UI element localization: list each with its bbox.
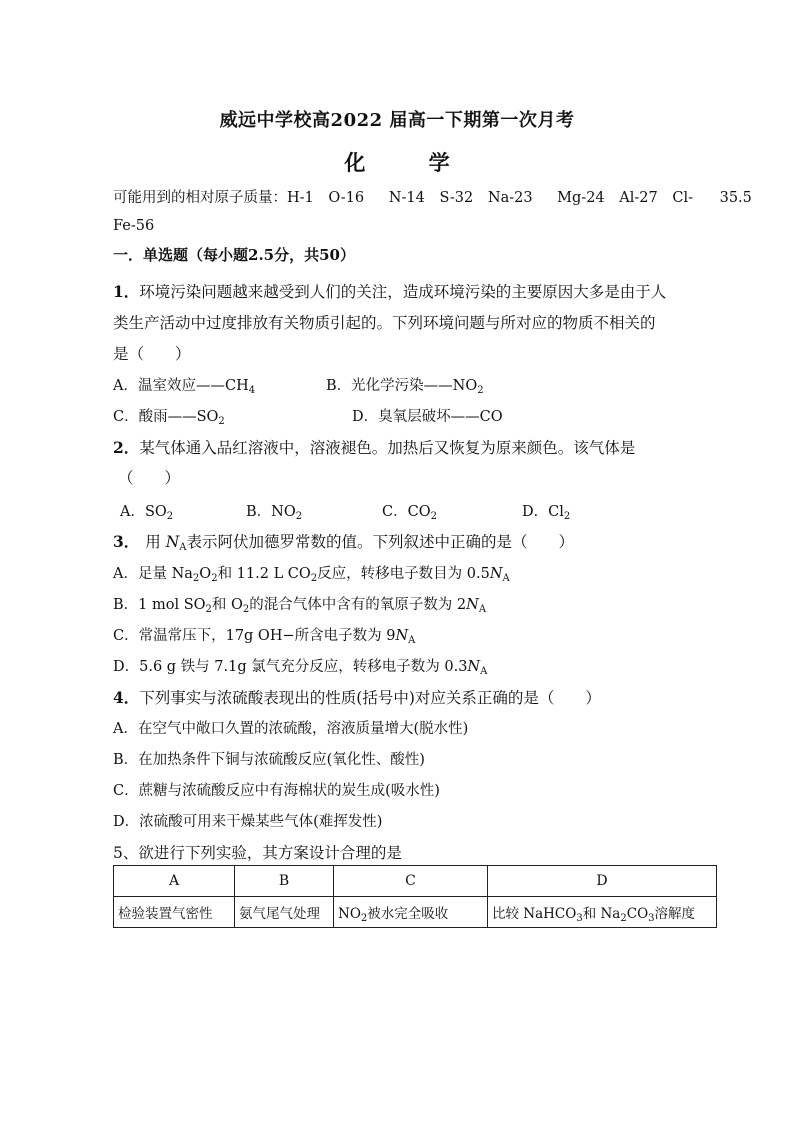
q5-stem: 5、欲进行下列实验，其方案设计合理的是 [113,844,402,862]
q4-option-b: B．在加热条件下铜与浓硫酸反应(氧化性、酸性) [113,752,425,768]
q3-option-c: C．常温常压下，17g OH−所含电子数为 $9N_A$ [113,628,416,646]
q5-header-b: B [235,866,334,897]
q3-option-a: A．足量 $Na_2O_2$和 11.2 L $CO_2$反应，转移电子数目为 $0.5N_A$ [113,566,510,584]
q5-table-row [114,897,717,928]
q3-stem: 3． 用 $N_A$表示阿伏加德罗常数的值。下列叙述中正确的是（ ） [113,532,575,553]
q3-option-d: D．5.6 g 铁与 7.1g 氯气充分反应，转移电子数为 $0.3N_A$ [113,659,488,677]
q2-option-c: C．$CO_2$ [382,504,437,522]
q1-line-1: 1．环境污染问题越来越受到人们的关注，造成环境污染的主要原因大多是由于人 [113,282,667,301]
q5-cell-c: $NO_2$被水完全吸收 [334,897,488,928]
q2-option-a: A．$SO_2$ [120,504,174,522]
q1-line-3: 是（ ） [113,345,191,363]
section-heading: 一．单选题（每小题2.5分，共50） [113,246,355,264]
q4-stem: 4．下列事实与浓硫酸表现出的性质(括号中)对应关系正确的是（ ） [113,688,601,707]
atomic-masses-line: 可能用到的相对原子质量：H-1 O-16 N-14 S-32 Na-23 Mg-24 Al-27 Cl- 35.5 [113,190,752,206]
q5-table-header-row [114,866,717,897]
q5-cell-a: 检验装置气密性 [114,897,235,928]
q4-option-c: C．蔗糖与浓硫酸反应中有海棉状的炭生成(吸水性) [113,783,440,799]
q2-option-d: D．$Cl_2$ [522,504,571,522]
q3-option-b: B．1 mol $SO_2$和 $O_2$的混合气体中含有的氧原子数为 $2N_A$ [113,597,487,615]
q5-header-d: D [488,866,717,897]
q1-option-d: D．臭氧层破坏——CO [352,409,503,425]
q5-cell-b: 氨气尾气处理 [235,897,334,928]
q4-option-a: A．在空气中敞口久置的浓硫酸，溶液质量增大(脱水性) [113,721,469,737]
atomic-masses-line-2: Fe-56 [113,218,155,234]
q1-line-2: 类生产活动中过度排放有关物质引起的。下列环境问题与所对应的物质不相关的 [113,314,656,332]
q5-header-a: A [114,866,235,897]
q1-option-c: C．酸雨$——SO_2$ [113,409,225,427]
atomic-masses-label: 可能用到的相对原子质量： [113,190,287,206]
q2-line-2: （ ） [118,469,181,487]
q1-option-b: B．光化学污染$——NO_2$ [326,378,484,396]
q2-option-b: B．$NO_2$ [246,504,303,522]
q1-option-a: A．温室效应$——CH_4$ [113,378,256,396]
q5-cell-d: 比较 NaHCO$_3$和 $Na_2CO_3$溶解度 [488,897,717,928]
subject-title: 化 学 [344,150,478,175]
q5-header-c: C [334,866,488,897]
exam-title: 威远中学校高2022 届高一下期第一次月考 [219,110,575,131]
q5-table [113,865,717,928]
q4-option-d: D．浓硫酸可用来干燥某些气体(难挥发性) [113,814,383,830]
q2-line-1: 2．某气体通入品红溶液中，溶液褪色。加热后又恢复为原来颜色。该气体是 [113,438,636,457]
